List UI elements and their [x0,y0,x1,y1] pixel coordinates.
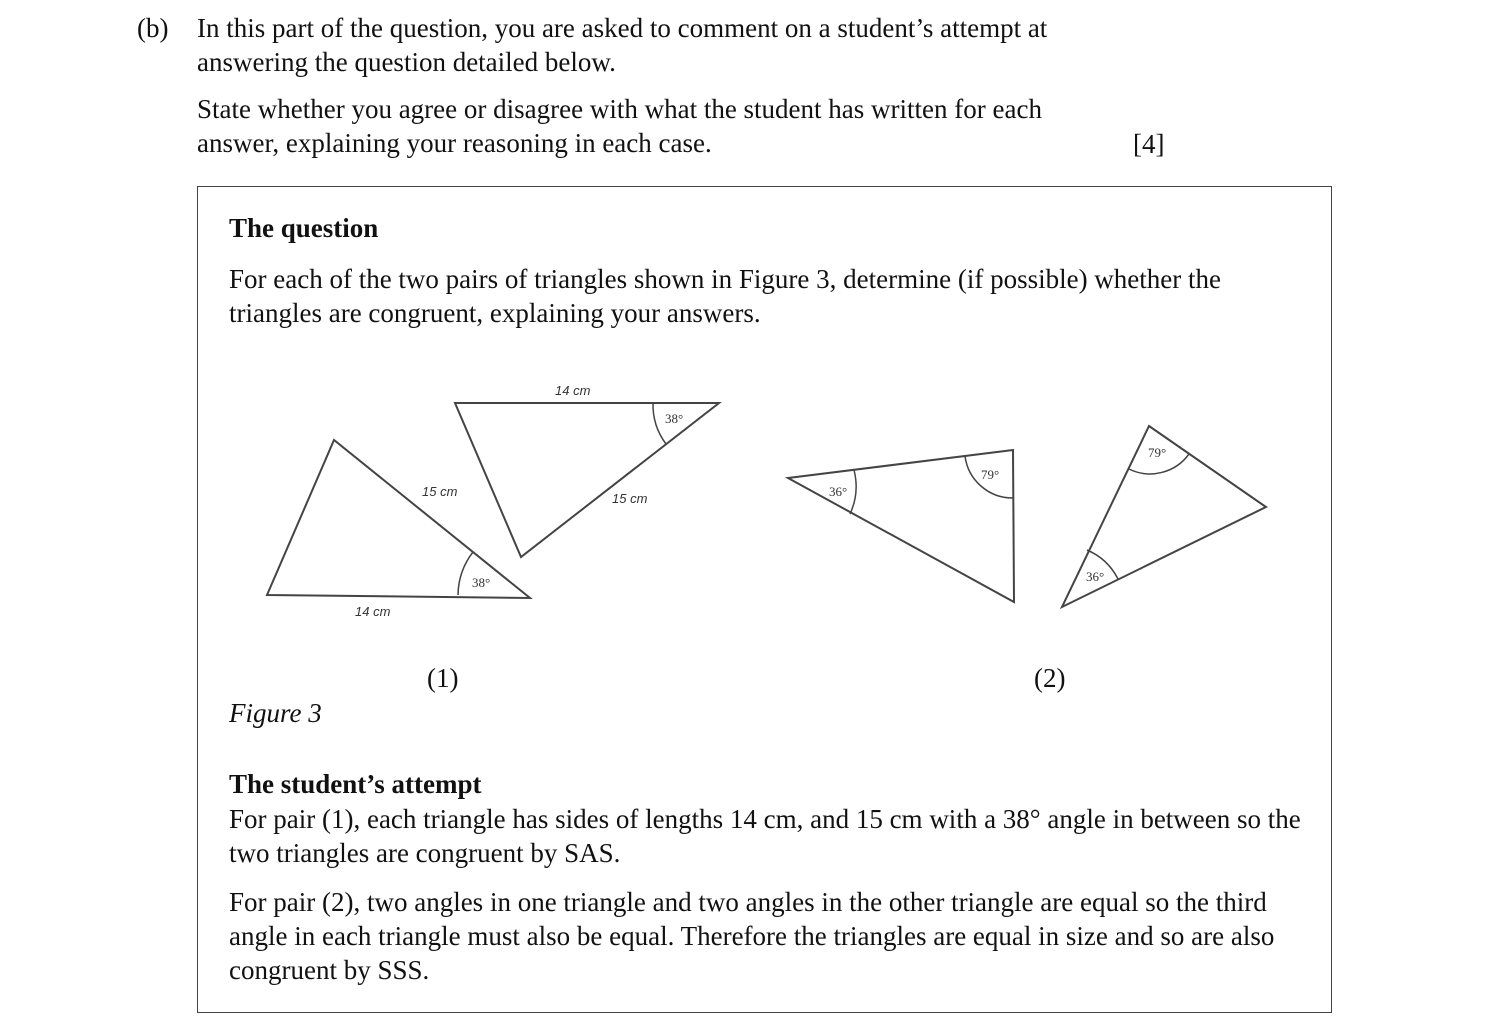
attempt-text-pair2: For pair (2), two angles in one triangle and two angles in the other triangle are equal so the third angle in each triangle must also be equal. Therefore the triangles are equal in size and so are also congruent by SSS. [229,887,1275,985]
pair2-b-angle-bottom-label: 36° [1086,569,1105,584]
attempt-heading: The student’s attempt [229,769,482,799]
pair1-triangle-a [267,440,530,598]
pair1-b-side-top-label: 14 cm [555,383,591,398]
pair2-a-angle-right-label: 79° [981,467,1000,482]
intro-text: In this part of the question, you are asked to comment on a student’s attempt at answering the question detailed below. [197,13,1048,77]
question-box [197,186,1332,1013]
pair2-triangle-a-left-arc [850,470,856,514]
question-text: For each of the two pairs of triangles shown in Figure 3, determine (if possible) whether the triangles are congruent, explaining your answers. [229,264,1221,328]
pair2-a-angle-left-label: 36° [829,484,848,499]
pair1-label: (1) [427,663,459,693]
attempt-text-pair1: For pair (1), each triangle has sides of lengths 14 cm, and 15 cm with a 38° angle in between so the two triangles are congruent by SAS. [229,804,1301,868]
pair1-a-side-slant-label: 15 cm [422,484,458,499]
pair2-label: (2) [1034,663,1066,693]
marks-badge: [4] [1133,129,1165,159]
pair1-a-angle-label: 38° [472,575,491,590]
part-label: (b) [137,13,169,43]
pair1-b-angle-label: 38° [665,411,684,426]
pair1-triangle-a-angle-arc [458,552,473,595]
instruction-text: State whether you agree or disagree with what the student has written for each answer, explaining your reasoning in each case. [197,94,1042,158]
figure-3 [198,187,1333,727]
pair1-a-side-bottom-label: 14 cm [355,604,391,619]
pair2-b-angle-top-label: 79° [1148,445,1167,460]
figure-caption: Figure 3 [229,698,322,728]
pair1-triangle-b [455,403,719,557]
pair1-b-side-slant-label: 15 cm [612,491,648,506]
question-heading: The question [229,213,379,243]
